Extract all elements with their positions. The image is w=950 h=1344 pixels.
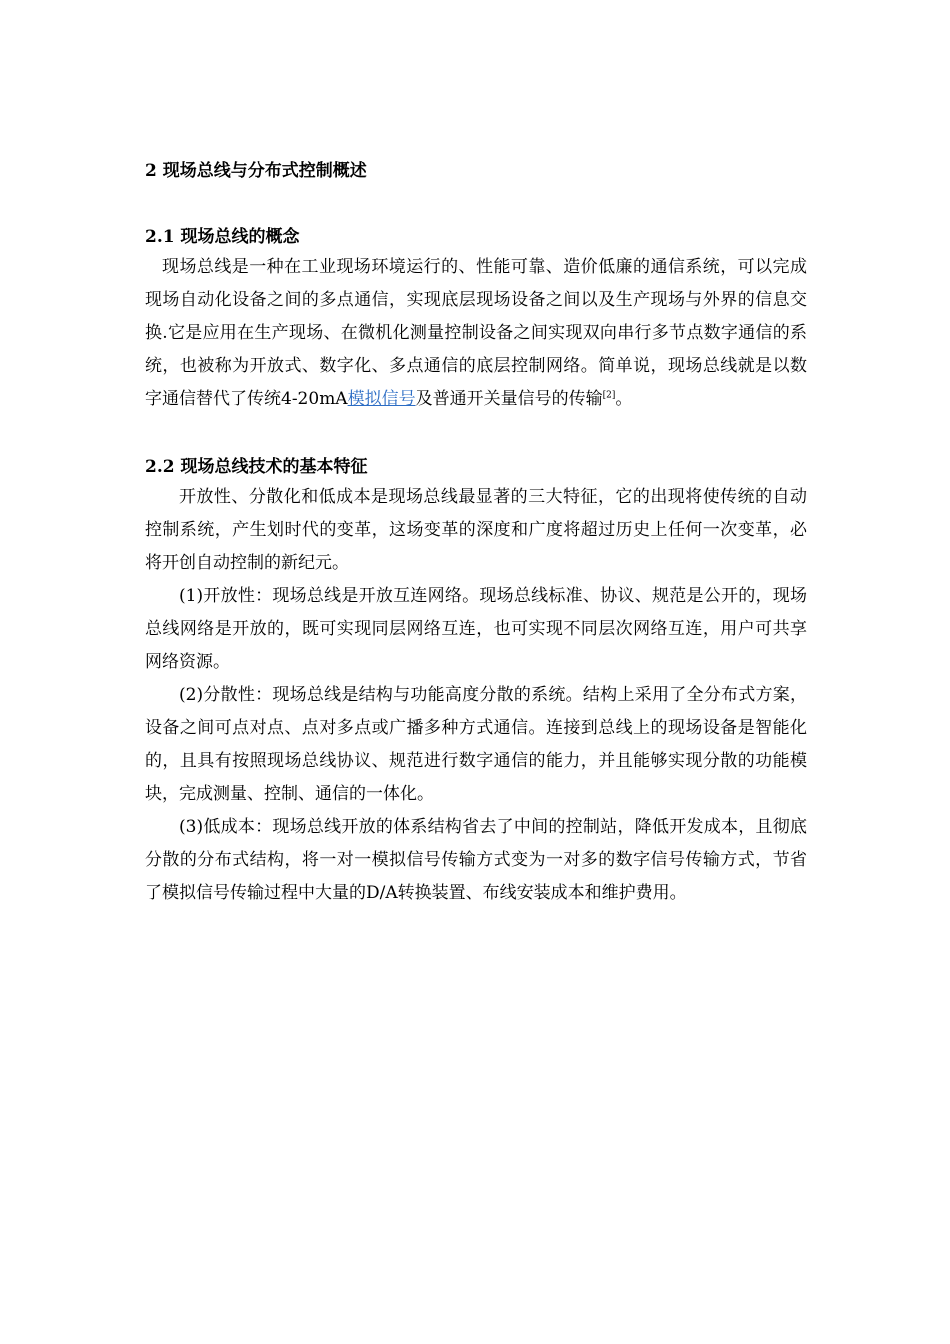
paragraph-text: 。: [615, 389, 633, 409]
analog-signal-link[interactable]: 模拟信号: [347, 389, 416, 409]
document-body: [145, 158, 807, 910]
paragraph-text: 现场总线是一种在工业现场环境运行的、性能可靠、造价低廉的通信系统，可以完成现场自动化设备之间的多点通信，实现底层现场设备之间以及生产现场与外界的信息交换.它是应用在生产现场、在微机化测量控制设备之间实现双向串行多节点数字通信的系统，也被称为开放式、数字化、多点通信的底层控制网络。简单说，现场总线就是以数字通信替代了传统4-20mA: [145, 257, 807, 409]
feature-decentralization: (2)分散性：现场总线是结构与功能高度分散的系统。结构上采用了全分布式方案，设备之间可点对点、点对多点或广播多种方式通信。连接到总线上的现场设备是智能化的，且具有按照现场总线协议、规范进行数字通信的能力，并且能够实现分散的功能模块，完成测量、控制、通信的一体化。: [145, 685, 807, 804]
section-2-heading: 2 现场总线与分布式控制概述: [145, 161, 367, 181]
feature-low-cost: (3)低成本：现场总线开放的体系结构省去了中间的控制站，降低开发成本，且彻底分散的分布式结构，将一对一模拟信号传输方式变为一对多的数字信号传输方式，节省了模拟信号传输过程中大量的D/A转换装置、布线安装成本和维护费用。: [145, 817, 807, 903]
section-2-2-intro: 开放性、分散化和低成本是现场总线最显著的三大特征，它的出现将使传统的自动控制系统，产生划时代的变革，这场变革的深度和广度将超过历史上任何一次变革，必将开创自动控制的新纪元。: [145, 487, 807, 573]
section-2-1-heading: 2.1 现场总线的概念: [145, 227, 300, 247]
paragraph-text: 及普通开关量信号的传输: [415, 389, 603, 409]
section-2-1-paragraph: [145, 251, 807, 416]
section-2-2-heading: 2.2 现场总线技术的基本特征: [145, 457, 368, 477]
feature-openness: (1)开放性：现场总线是开放互连网络。现场总线标准、协议、规范是公开的，现场总线网络是开放的，既可实现同层网络互连，也可实现不同层次网络互连，用户可共享网络资源。: [145, 586, 807, 672]
reference-marker[interactable]: [2]: [602, 390, 616, 401]
